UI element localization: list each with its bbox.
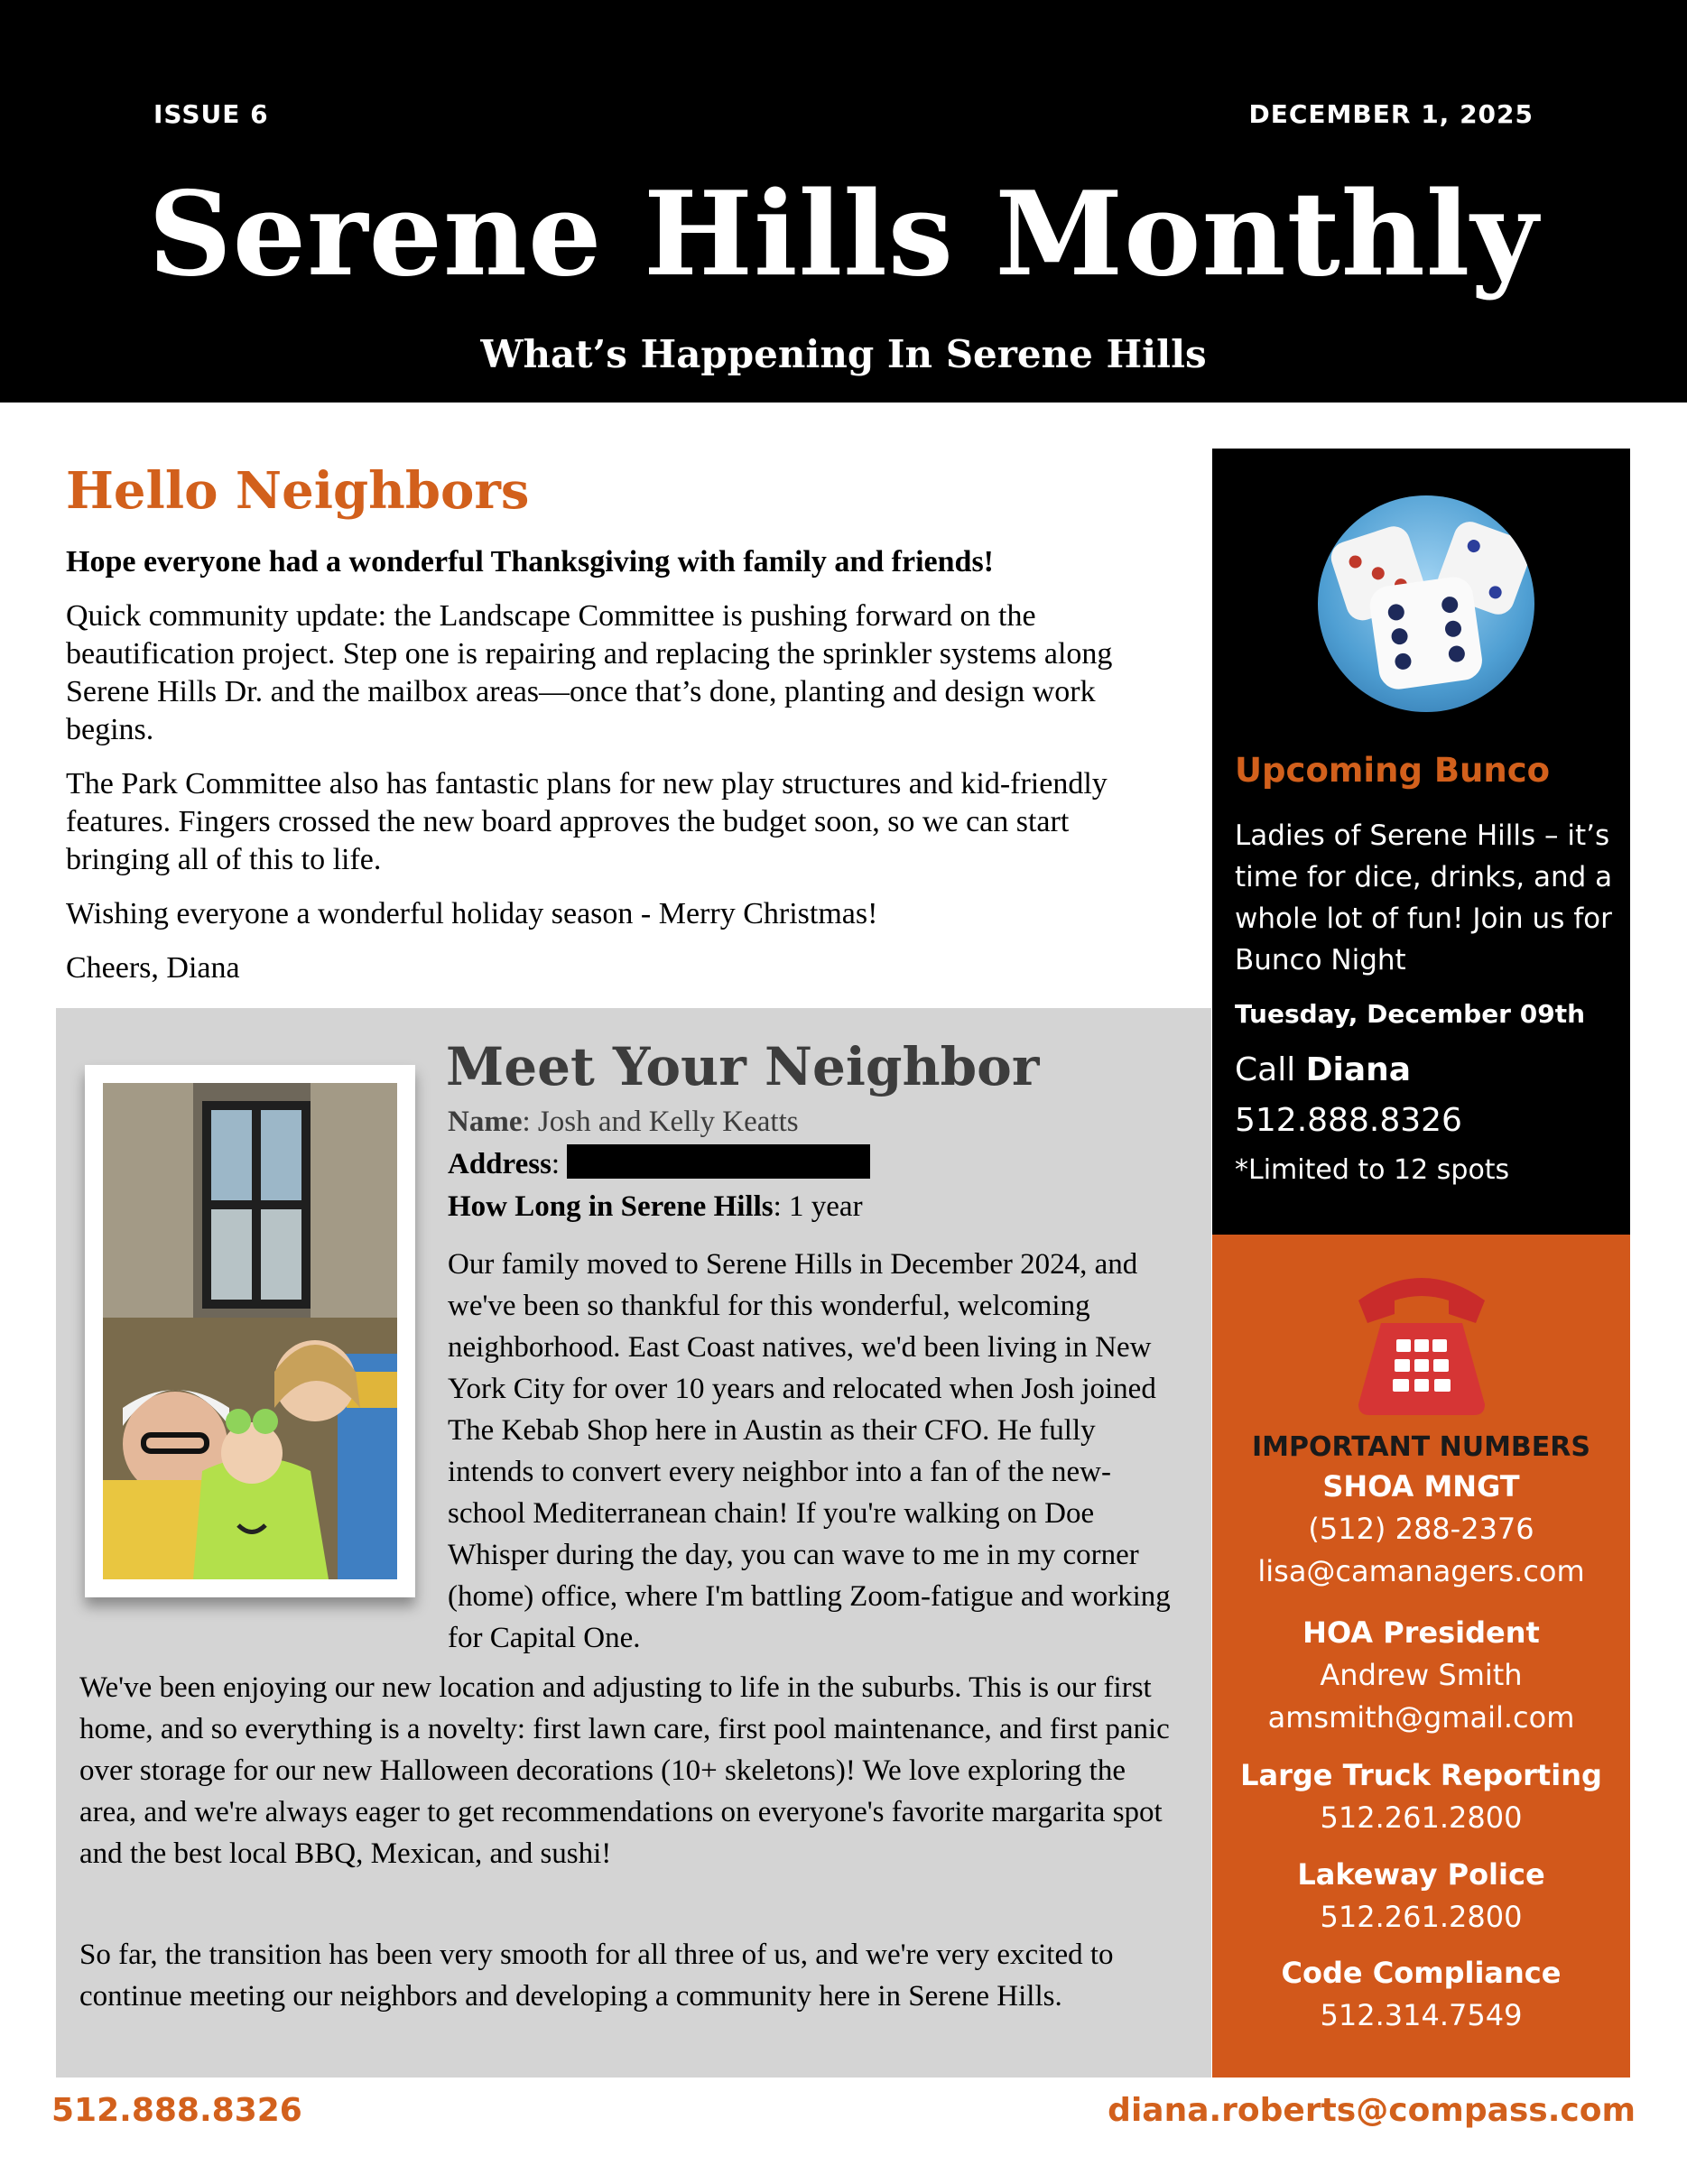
hello-section	[66, 458, 1176, 987]
neighbor-story: Our family moved to Serene Hills in December 2024, and we've been so thankful for this wonderful, welcoming neighborhood. East Coast natives, we'd been living in New York City for over 10 years and relocated when Josh joined The Kebab Shop here in Austin as their CFO. He fully intends to convert every neighbor into a fan of the new-school Mediterranean chain! If you're walking on Doe Whisper during the day, you can wave to me in my corner (home) office, where I'm battling Zoom-fatigue and working for Capital One.	[448, 1248, 1171, 1654]
neighbor-name-row: Name: Josh and Kelly Keatts	[448, 1106, 799, 1138]
name-value: Josh and Kelly Keatts	[537, 1106, 799, 1138]
contact-title: SHOA MNGT	[1322, 1469, 1520, 1504]
neighbor-info	[448, 1101, 870, 1228]
contact-title: Code Compliance	[1281, 1956, 1562, 1990]
issue-number: ISSUE 6	[153, 99, 269, 129]
hello-paragraph: The Park Committee also has fantastic plans for new play structures and kid-friendly features. Fingers crossed the new board approves the budget soon, so we can start bringing all of this to life.	[66, 767, 1108, 876]
bunco-date: Tuesday, December 09th	[1235, 999, 1586, 1029]
contact-code-compliance	[1212, 1952, 1630, 2037]
howlong-value: 1 year	[789, 1190, 863, 1223]
important-numbers-sidebar	[1212, 1235, 1630, 2078]
bunco-limit: *Limited to 12 spots	[1235, 1154, 1510, 1186]
contact-title: Lakeway Police	[1297, 1857, 1545, 1892]
bunco-call-prefix: Call	[1235, 1051, 1296, 1088]
contact-phone: (512) 288-2376	[1308, 1512, 1534, 1546]
contact-email: amsmith@gmail.com	[1267, 1700, 1575, 1735]
contact-phone: 512.261.2800	[1320, 1800, 1523, 1835]
family-photo-frame	[85, 1065, 415, 1597]
neighbor-howlong-row: How Long in Serene Hills: 1 year	[448, 1190, 863, 1223]
telephone-icon	[1349, 1260, 1494, 1422]
hello-heading: Hello Neighbors	[66, 461, 530, 521]
meet-heading: Meet Your Neighbor	[446, 1036, 1040, 1097]
hello-signoff: Cheers, Diana	[66, 951, 240, 985]
address-label: Address	[448, 1148, 552, 1180]
meet-neighbor-section	[56, 1008, 1211, 2078]
contact-police	[1212, 1854, 1630, 1939]
contact-name: Andrew Smith	[1320, 1658, 1523, 1692]
bunco-call-name: Diana	[1305, 1051, 1412, 1088]
dice-icon	[1318, 495, 1534, 712]
newsletter-subtitle: What’s Happening In Serene Hills	[480, 332, 1207, 376]
bunco-sidebar	[1212, 449, 1630, 1235]
howlong-label: How Long in Serene Hills	[448, 1190, 774, 1223]
footer-phone: 512.888.8326	[51, 2092, 302, 2129]
contact-title: HOA President	[1302, 1615, 1540, 1650]
bunco-phone: 512.888.8326	[1235, 1102, 1462, 1139]
contact-title: Large Truck Reporting	[1240, 1758, 1602, 1792]
contact-phone: 512.314.7549	[1320, 1998, 1523, 2032]
family-photo	[103, 1083, 397, 1579]
contact-email: lisa@camanagers.com	[1257, 1554, 1585, 1588]
issue-date: DECEMBER 1, 2025	[1248, 99, 1534, 129]
hello-paragraph: Wishing everyone a wonderful holiday season - Merry Christmas!	[66, 897, 878, 930]
address-redacted	[567, 1144, 870, 1179]
bunco-heading: Upcoming Bunco	[1235, 751, 1551, 790]
hello-paragraph: Quick community update: the Landscape Committee is pushing forward on the beautification project. Step one is repairing and replacing the sprinkler systems along Serene Hills Dr. and the mailbox areas—once that’s done, planting and design work begins.	[66, 599, 1113, 746]
family-photo-illustration	[103, 1083, 397, 1579]
bunco-text: Ladies of Serene Hills – it’s time for dice, drinks, and a whole lot of fun! Join us for Bunco Night	[1235, 819, 1613, 976]
neighbor-address-row: Address:	[448, 1143, 870, 1186]
contact-truck-reporting	[1212, 1754, 1630, 1839]
name-label: Name	[448, 1106, 523, 1138]
masthead	[0, 0, 1687, 403]
contact-phone: 512.261.2800	[1320, 1900, 1523, 1934]
contact-hoa-president	[1212, 1612, 1630, 1739]
footer-email: diana.roberts@compass.com	[1108, 2092, 1636, 2129]
bunco-call	[1235, 1051, 1411, 1088]
newsletter-title: Serene Hills Monthly	[148, 167, 1539, 302]
hello-lead: Hope everyone had a wonderful Thanksgiving with family and friends!	[66, 545, 995, 578]
neighbor-story: So far, the transition has been very smooth for all three of us, and we're very excited to continue meeting our neighbors and developing a community here in Serene Hills.	[79, 1939, 1114, 2013]
contact-shoa	[1212, 1466, 1630, 1593]
neighbor-story: We've been enjoying our new location and adjusting to life in the suburbs. This is our first home, and so everything is a novelty: first lawn care, first pool maintenance, and first panic over storage for our new Halloween decorations (10+ skeletons)! We love exploring the area, and we're always eager to get recommendations on everyone's favorite margarita spot and the best local BBQ, Mexican, and sushi!	[79, 1671, 1170, 1870]
important-numbers-heading: IMPORTANT NUMBERS	[1251, 1431, 1590, 1463]
